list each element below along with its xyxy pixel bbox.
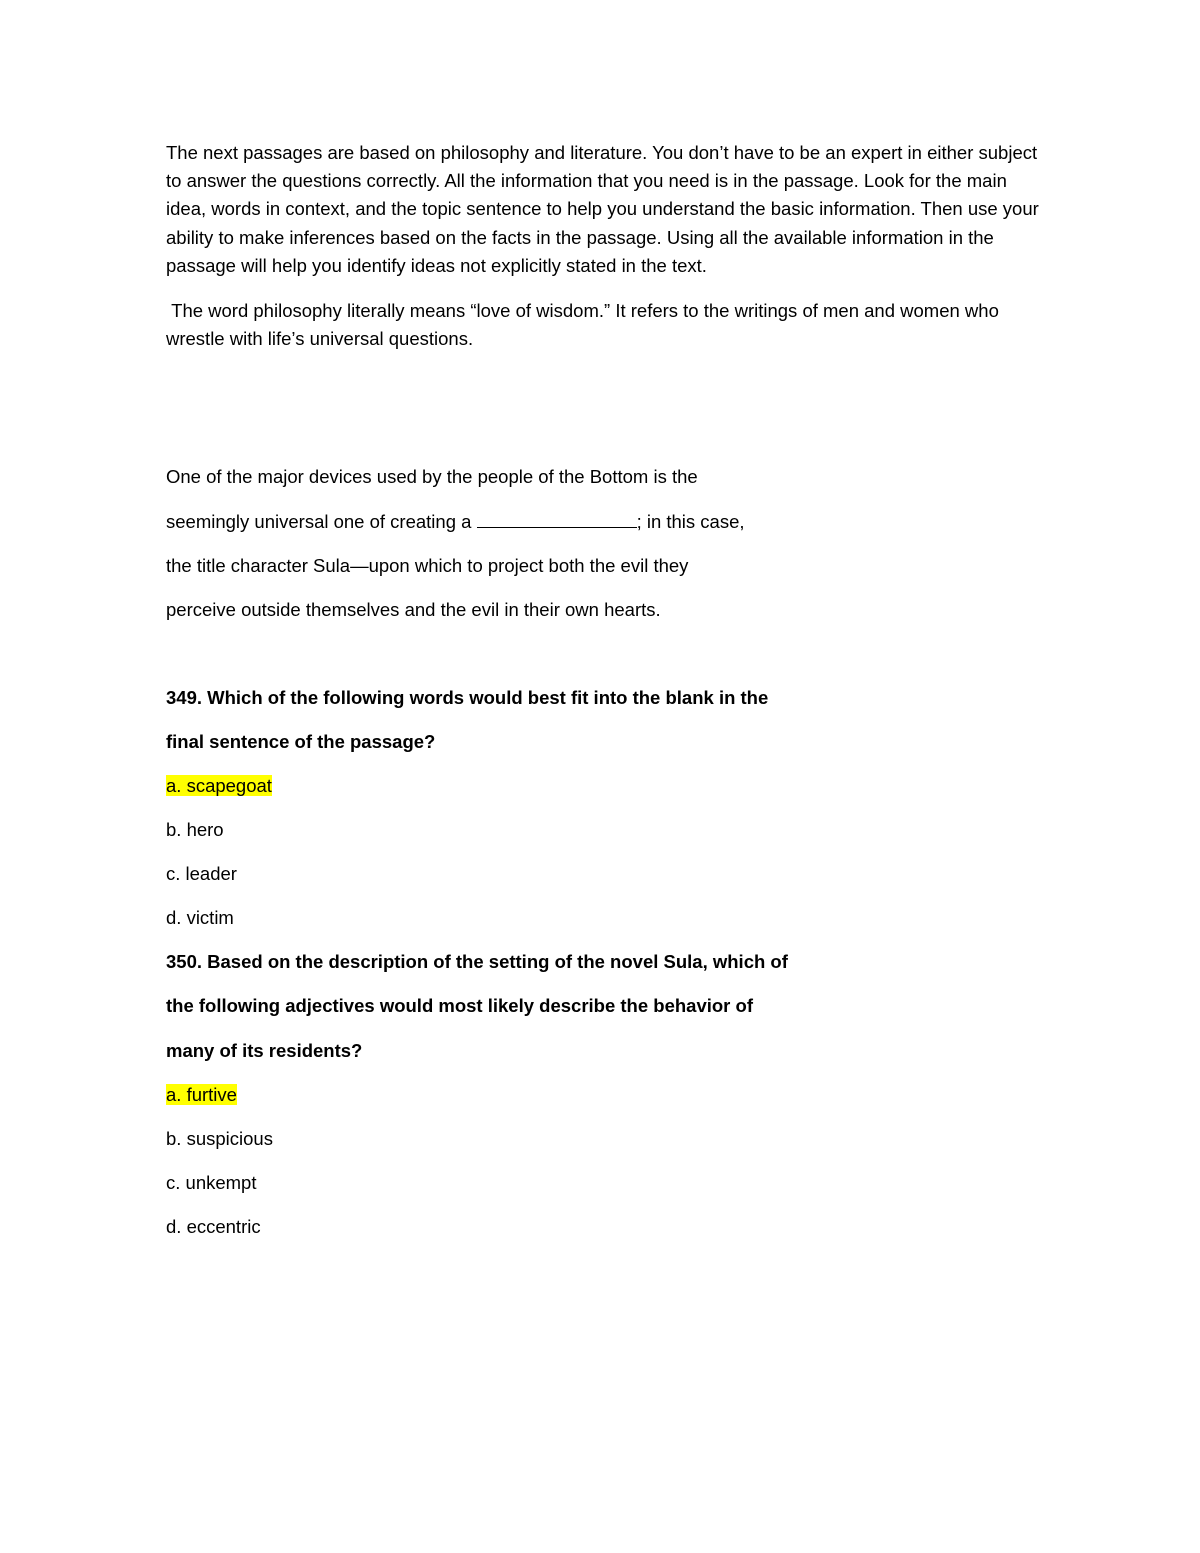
question-stem-line: the following adjectives would most likely describe the behavior of: [166, 995, 753, 1017]
passage: [166, 463, 1046, 639]
document-content: [166, 139, 1046, 1257]
fill-in-blank: [477, 511, 637, 528]
answer-option-a: [166, 1081, 1046, 1125]
answer-option-b: b. hero: [166, 819, 224, 841]
question-stem-line: 350. Based on the description of the setting of the novel Sula, which of: [166, 951, 788, 973]
question-stem-line: 349. Which of the following words would best fit into the blank in the: [166, 686, 769, 708]
intro-paragraph-2: The word philosophy literally means “love of wisdom.” It refers to the writings of men and women who wrestle with life’s universal questions.: [166, 300, 1005, 350]
question-350: [166, 948, 1046, 1257]
passage-line: One of the major devices used by the people of the Bottom is the: [166, 466, 698, 488]
question-349: [166, 684, 1046, 949]
passage-line: the title character Sula—upon which to project both the evil they: [166, 554, 689, 576]
answer-option-c: c. leader: [166, 863, 237, 885]
answer-option-c: c. unkempt: [166, 1171, 257, 1193]
passage-text: ; in this case,: [636, 510, 745, 532]
answer-option-d: d. eccentric: [166, 1215, 261, 1237]
passage-text: seemingly universal one of creating a: [166, 510, 477, 532]
answer-option-b: b. suspicious: [166, 1127, 273, 1149]
highlighted-answer: a. scapegoat: [166, 774, 272, 796]
answer-option-d: d. victim: [166, 907, 234, 929]
intro-paragraph-1: The next passages are based on philosophy and literature. You don’t have to be an expert in either subject to answer the questions correctly. All the information that you need is in the passage. Look for the main idea, words in context, and the topic sentence to help you understand the basic information. Then use your ability to make inferences based on the facts in the passage. Using all the available information in the passage will help you identify ideas not explicitly stated in the text.: [166, 142, 1039, 276]
passage-line-with-blank: [166, 508, 1046, 552]
answer-option-a: [166, 772, 1046, 816]
highlighted-answer: a. furtive: [166, 1083, 237, 1105]
question-stem-line: many of its residents?: [166, 1039, 363, 1061]
question-stem-line: final sentence of the passage?: [166, 730, 436, 752]
intro-section: [166, 139, 1046, 353]
spacer: [166, 640, 1046, 684]
passage-line: perceive outside themselves and the evil in their own hearts.: [166, 598, 661, 620]
